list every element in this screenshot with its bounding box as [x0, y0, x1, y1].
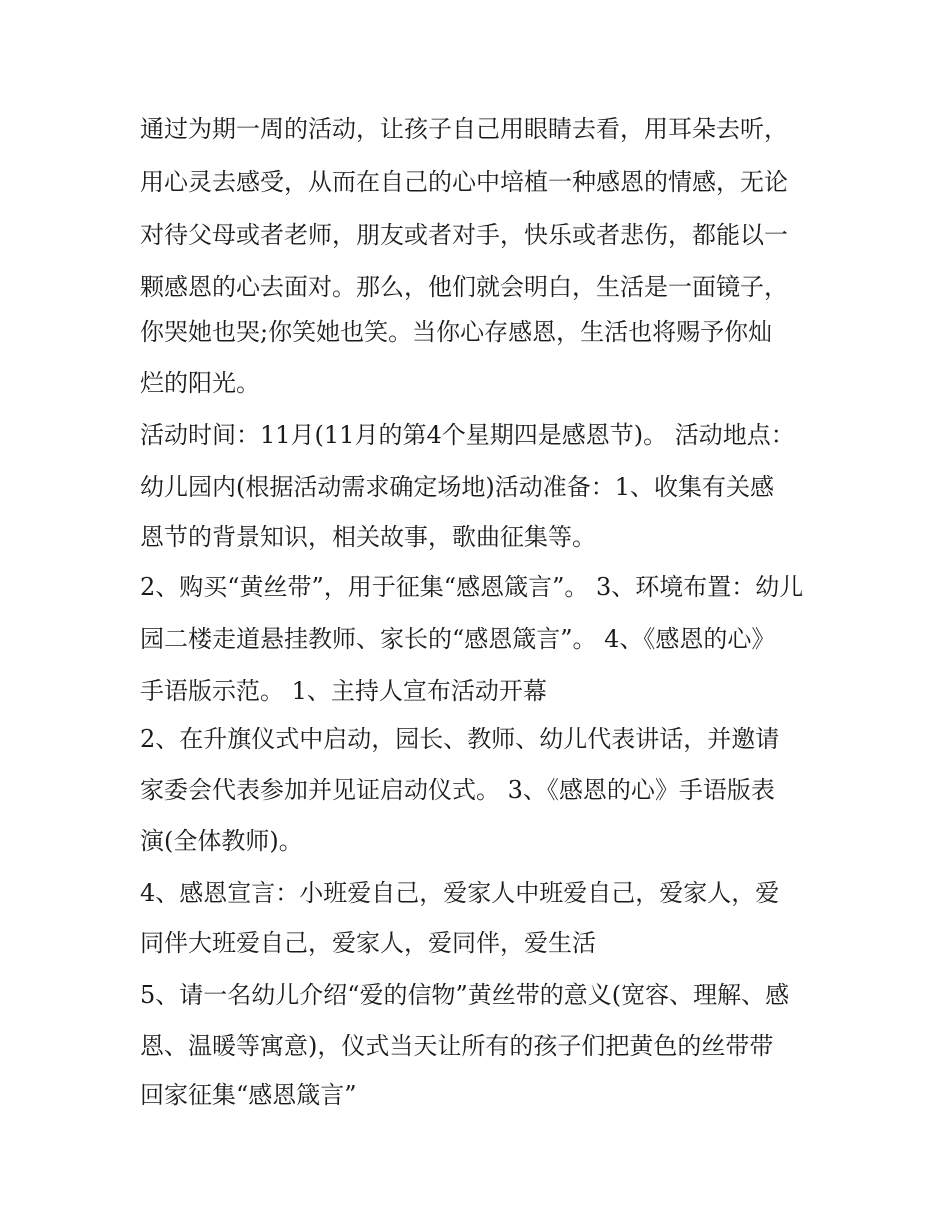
- text-line: 家委会代表参加并见证启动仪式。 3、《感恩的心》手语版表: [140, 776, 775, 804]
- text-line: 恩、温暖等寓意)，仪式当天让所有的孩子们把黄色的丝带带: [140, 1032, 774, 1060]
- text-line: 同伴大班爱自己，爱家人，爱同伴，爱生活: [140, 929, 596, 957]
- text-line: 园二楼走道悬挂教师、家长的“感恩箴言”。 4、《感恩的心》: [140, 625, 776, 653]
- text-line: 幼儿园内(根据活动需求确定场地)活动准备：1、收集有关感: [140, 473, 774, 501]
- text-line: 手语版示范。 1、主持人宣布活动开幕: [140, 677, 547, 705]
- text-line: 2、购买“黄丝带”，用于征集“感恩箴言”。 3、环境布置：幼儿: [140, 573, 804, 601]
- text-line: 恩节的背景知识，相关故事，歌曲征集等。: [140, 523, 596, 551]
- text-line: 活动时间：11月(11月的第4个星期四是感恩节)。 活动地点：: [140, 421, 795, 449]
- text-line: 5、请一名幼儿介绍“爱的信物”黄丝带的意义(宽容、理解、感: [140, 981, 790, 1009]
- text-line: 演(全体教师)。: [140, 827, 303, 855]
- text-line: 用心灵去感受，从而在自己的心中培植一种感恩的情感，无论: [140, 168, 788, 196]
- text-line: 2、在升旗仪式中启动，园长、教师、幼儿代表讲话，并邀请: [140, 725, 780, 753]
- text-line: 回家征集“感恩箴言”: [140, 1081, 357, 1109]
- text-line: 烂的阳光。: [140, 369, 260, 397]
- text-line: 对待父母或者老师，朋友或者对手，快乐或者悲伤，都能以一: [140, 221, 788, 249]
- text-line: 你哭她也哭;你笑她也笑。当你心存感恩，生活也将赐予你灿: [140, 318, 773, 346]
- text-line: 4、感恩宣言：小班爱自己，爱家人中班爱自己，爱家人，爱: [140, 879, 780, 907]
- text-line: 颗感恩的心去面对。那么，他们就会明白，生活是一面镜子，: [140, 273, 788, 301]
- text-line: 通过为期一周的活动，让孩子自己用眼睛去看，用耳朵去听，: [140, 115, 788, 143]
